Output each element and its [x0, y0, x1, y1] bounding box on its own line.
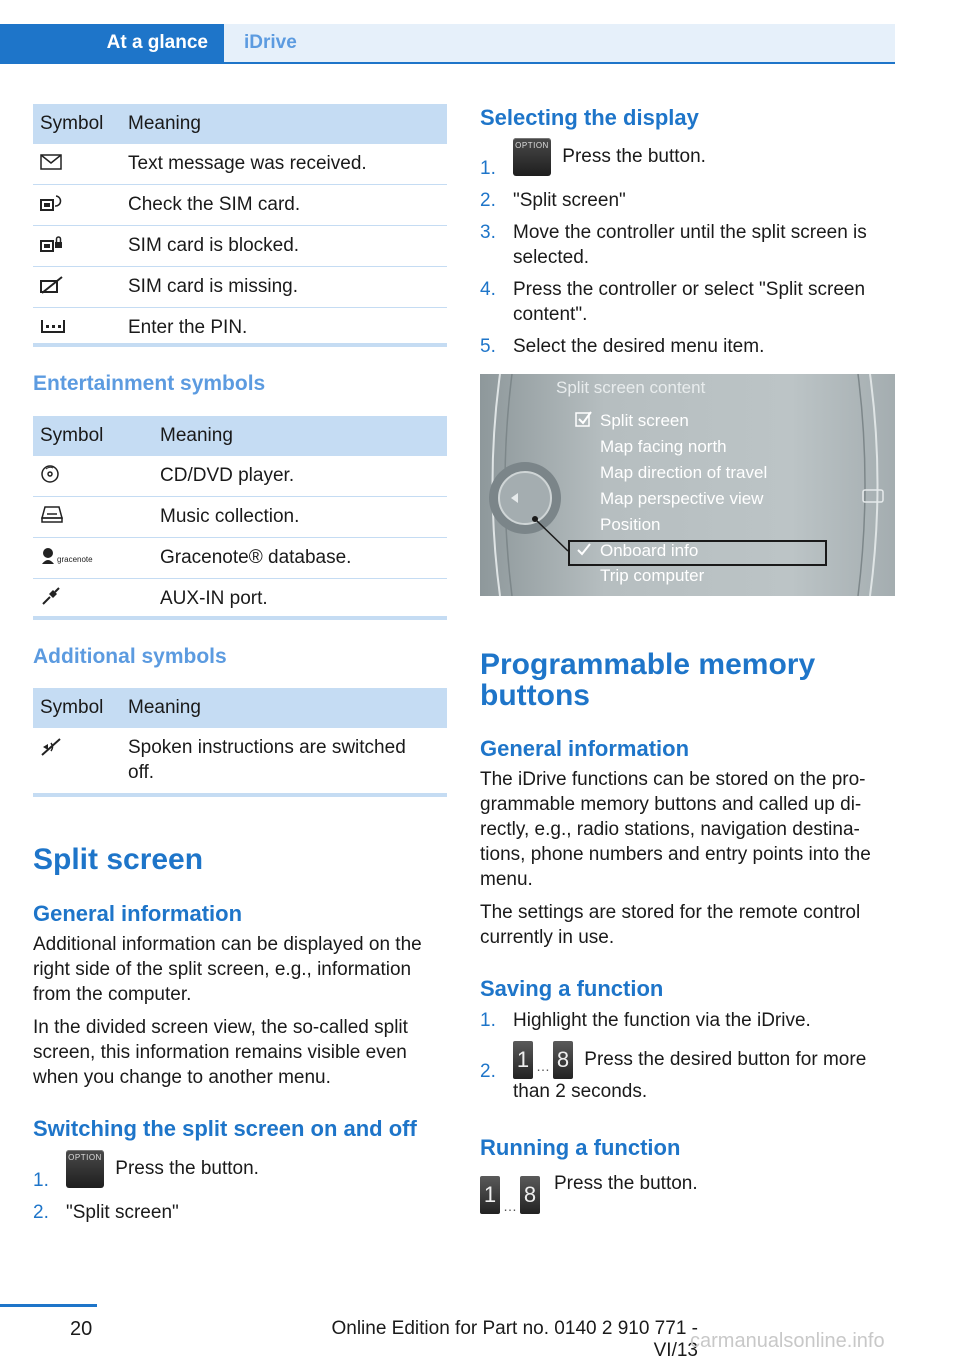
list-number: 3. [480, 222, 496, 243]
tab-idrive[interactable]: iDrive [224, 24, 895, 62]
header-rule [0, 62, 895, 64]
col-meaning-header: Meaning [153, 416, 447, 456]
svg-text:gracenote: gracenote [57, 554, 93, 564]
list-item [513, 220, 867, 270]
selecting-display-heading: Selecting the display [480, 105, 699, 130]
running-heading: Running a function [480, 1135, 681, 1160]
list-item [513, 277, 865, 327]
text-line: content". [513, 304, 588, 325]
list-item: "Split screen" [513, 190, 626, 211]
text-line: when you change to another menu. [33, 1067, 331, 1088]
table-cell: CD/DVD player. [153, 456, 447, 497]
table-row [33, 456, 447, 497]
list-number: 5. [480, 336, 496, 357]
text-line: Press the desired button for more [584, 1049, 867, 1071]
table-cell: Enter the PIN. [128, 317, 248, 338]
list-number: 1. [480, 158, 496, 179]
table-cell [121, 728, 447, 792]
split-screen-title: Split screen [33, 843, 204, 876]
list-item [513, 1041, 866, 1104]
disc-icon [33, 456, 153, 497]
screen-menu-item: Map perspective view [600, 489, 764, 508]
table-cell: Check the SIM card. [121, 185, 447, 226]
meaning-line: off. [128, 762, 155, 783]
memory-button-1-icon: 1 [480, 1176, 500, 1214]
paragraph [33, 932, 453, 1007]
text-line: currently in use. [480, 927, 615, 948]
sim-locked-icon [33, 226, 121, 267]
envelope-icon [33, 144, 121, 185]
sim-missing-icon [33, 267, 121, 308]
col-meaning-header: Meaning [121, 104, 447, 144]
text-line: The iDrive functions can be stored on the pro‐ [480, 769, 866, 790]
memory-button-8-icon: 8 [553, 1041, 573, 1079]
footer-rule [0, 1304, 97, 1307]
tab-at-a-glance[interactable]: At a glance [0, 24, 224, 62]
checkbox-checked-icon [575, 410, 593, 433]
phone-symbols-table [33, 104, 447, 348]
text-line: grammable memory buttons and called up di‐ [480, 794, 862, 815]
text-line: selected. [513, 247, 590, 268]
title-line: Programmable memory [480, 648, 816, 681]
table-row [33, 538, 447, 579]
list-number: 1. [33, 1170, 49, 1191]
table-header-row [33, 416, 447, 456]
memory-button-8-icon: 8 [520, 1176, 540, 1214]
title-line: buttons [480, 679, 590, 712]
list-item: Highlight the function via the iDrive. [513, 1010, 811, 1031]
option-button-icon: OPTION [66, 1150, 104, 1188]
text-line: Move the controller until the split screen is [513, 222, 867, 243]
col-symbol-header: Symbol [33, 416, 153, 456]
option-button-icon: OPTION [513, 138, 551, 176]
text-line: menu. [480, 869, 533, 890]
list-number: 4. [480, 279, 496, 300]
table-divider [33, 793, 447, 797]
screen-menu-item: Position [600, 515, 661, 534]
list-number: 2. [33, 1202, 49, 1223]
list-item: Select the desired menu item. [513, 336, 765, 357]
table-row [33, 185, 447, 226]
list-item: "Split screen" [66, 1202, 179, 1223]
table-divider [33, 343, 447, 347]
text-line: Additional information can be displayed on the [33, 934, 422, 955]
text-line: The settings are stored for the remote control [480, 902, 861, 923]
gracenote-icon [33, 538, 153, 579]
col-symbol-header: Symbol [33, 104, 121, 144]
text-line: right side of the split screen, e.g., information [33, 959, 412, 980]
table-row [33, 728, 447, 792]
text-line: rectly, e.g., radio stations, navigation destina‐ [480, 819, 860, 840]
table-row [33, 579, 447, 620]
ellipsis: … [536, 1058, 550, 1074]
list-item-text: Press the button. [115, 1158, 259, 1180]
col-symbol-header: Symbol [33, 688, 121, 728]
paragraph [480, 900, 900, 950]
general-info-heading: General information [33, 901, 243, 926]
screen-menu-item: Map direction of travel [600, 463, 768, 482]
ellipsis: … [503, 1198, 517, 1214]
speech-off-icon [33, 728, 121, 792]
paragraph [33, 1015, 453, 1090]
pin-icon [33, 308, 121, 349]
screen-menu-item: Trip computer [600, 566, 705, 585]
text-line: tions, phone numbers and entry points into the [480, 844, 871, 865]
running-text: Press the button. [554, 1173, 698, 1194]
table-row [33, 267, 447, 308]
memory-button-1-icon: 1 [513, 1041, 533, 1079]
list-item [66, 1150, 259, 1188]
list-number: 2. [480, 1061, 496, 1082]
meaning-line: Spoken instructions are switched [128, 737, 406, 758]
text-line: from the computer. [33, 984, 192, 1005]
checkmark-icon [575, 541, 593, 564]
list-number: 1. [480, 1010, 496, 1031]
music-collection-icon [33, 497, 153, 538]
table-row [33, 226, 447, 267]
text-line: In the divided screen view, the so-called split [33, 1017, 408, 1038]
table-cell: Music collection. [153, 497, 447, 538]
aux-plug-icon [33, 579, 153, 620]
entertainment-heading: Entertainment symbols [33, 372, 266, 395]
memory-buttons-title [480, 649, 815, 711]
table-row [33, 144, 447, 185]
saving-heading: Saving a function [480, 976, 664, 1001]
page-number: 20 [70, 1318, 93, 1340]
table-cell: Gracenote® database. [153, 538, 447, 579]
list-number: 2. [480, 190, 496, 211]
table-cell: SIM card is blocked. [121, 226, 447, 267]
table-header-row [33, 688, 447, 728]
screen-menu-item: Split screen [600, 411, 689, 430]
switch-heading: Switching the split screen on and off [33, 1116, 417, 1141]
screen-title: Split screen content [556, 378, 706, 397]
entertainment-symbols-table [33, 416, 447, 619]
online-edition: Online Edition for Part no. 0140 2 910 771 - VI/13 [331, 1318, 698, 1361]
list-item [513, 138, 706, 176]
list-item-text: Press the button. [562, 146, 706, 168]
table-row [33, 308, 447, 349]
col-meaning-header: Meaning [121, 688, 447, 728]
table-header-row [33, 104, 447, 144]
watermark: carmanualsonline.info [690, 1330, 885, 1352]
table-cell: AUX-IN port. [160, 588, 268, 609]
text-line: than 2 seconds. [513, 1081, 648, 1102]
text-line: Press the controller or select "Split screen [513, 279, 866, 300]
memory-buttons-icon [480, 1176, 540, 1214]
table-cell: SIM card is missing. [121, 267, 447, 308]
additional-symbols-table [33, 688, 447, 792]
screen-menu-item: Map facing north [600, 437, 727, 456]
split-screen-menu-image [480, 374, 895, 596]
table-cell: Text message was received. [121, 144, 447, 185]
sim-check-icon [33, 185, 121, 226]
screen-menu-item: Onboard info [600, 541, 699, 560]
text-line: screen, this information remains visible even [33, 1042, 407, 1063]
table-divider [33, 616, 447, 620]
paragraph [480, 767, 900, 892]
table-row [33, 497, 447, 538]
general-info-heading: General information [480, 736, 690, 761]
additional-heading: Additional symbols [33, 645, 227, 668]
